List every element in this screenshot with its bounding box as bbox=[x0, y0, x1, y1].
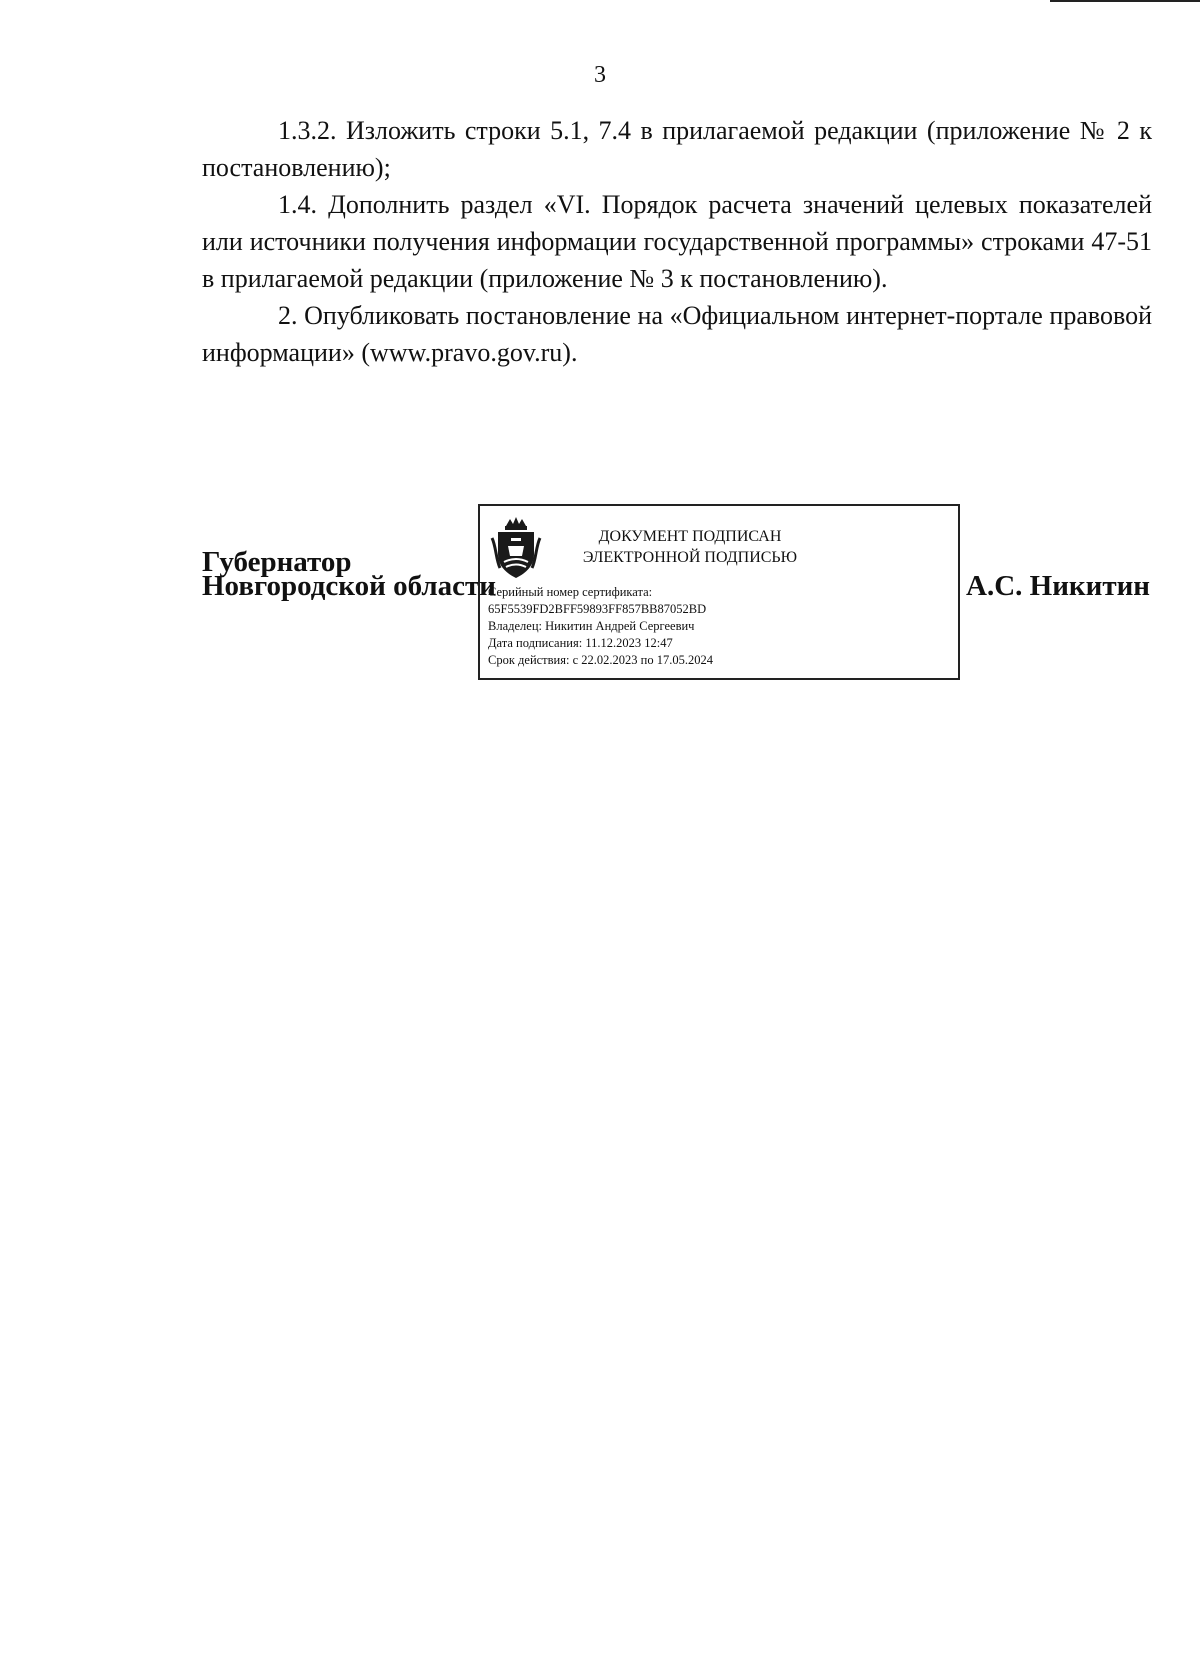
top-edge-rule bbox=[1050, 0, 1200, 2]
e-signature-stamp bbox=[478, 504, 960, 680]
paragraph-1-4: 1.4. Дополнить раздел «VI. Порядок расчета значений целевых показателей или источники получения информации государственной программы» строками 47-51 в прилагаемой редакции (приложение № 3 к постановлению). bbox=[202, 190, 1152, 293]
coat-of-arms-icon bbox=[490, 516, 542, 580]
stamp-heading-line-2: ЭЛЕКТРОННОЙ ПОДПИСЬЮ bbox=[582, 549, 798, 566]
stamp-details bbox=[488, 584, 713, 669]
validity-period: Срок действия: с 22.02.2023 по 17.05.2024 bbox=[488, 653, 713, 667]
signer-name: А.С. Никитин bbox=[966, 570, 1150, 602]
position-line-1: Губернатор bbox=[202, 546, 352, 578]
position-line-2: Новгородской области bbox=[202, 570, 496, 602]
signing-date: Дата подписания: 11.12.2023 12:47 bbox=[488, 636, 673, 650]
signature-block bbox=[0, 504, 1200, 704]
certificate-owner: Владелец: Никитин Андрей Сергеевич bbox=[488, 619, 695, 633]
page-number: 3 bbox=[594, 62, 606, 88]
certificate-label: Серийный номер сертификата: bbox=[488, 585, 653, 599]
stamp-heading bbox=[560, 526, 820, 568]
signatory-position bbox=[202, 546, 496, 602]
certificate-number: 65F5539FD2BFF59893FF857BB87052BD bbox=[488, 602, 707, 616]
document-body bbox=[202, 112, 1152, 371]
paragraph-2: 2. Опубликовать постановление на «Официальном интернет-портале правовой информации» (www.pravo.gov.ru). bbox=[202, 301, 1152, 367]
paragraph-1-3-2: 1.3.2. Изложить строки 5.1, 7.4 в прилагаемой редакции (приложение № 2 к постановлению); bbox=[202, 116, 1152, 182]
stamp-heading-line-1: ДОКУМЕНТ ПОДПИСАН bbox=[598, 528, 782, 545]
